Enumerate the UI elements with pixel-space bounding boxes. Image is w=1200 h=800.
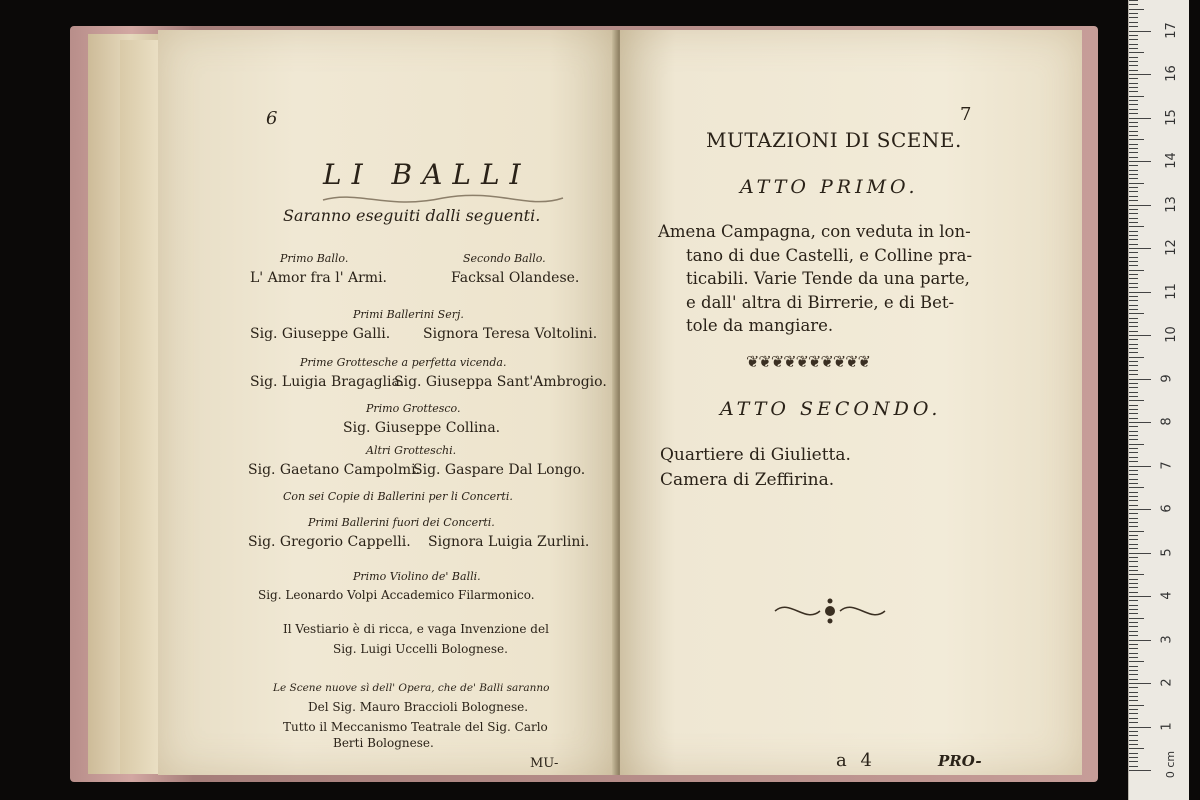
ruler-tick xyxy=(1129,626,1138,627)
violino-name: Sig. Leonardo Volpi Accademico Filarmonico. xyxy=(258,588,535,602)
ruler-tick xyxy=(1129,618,1144,619)
ruler-tick xyxy=(1129,348,1138,349)
ruler-tick xyxy=(1129,222,1138,223)
ruler-tick xyxy=(1129,178,1138,179)
meccanismo-line-2: Berti Bolognese. xyxy=(333,736,434,750)
ruler-tick xyxy=(1129,500,1138,501)
ruler-tick xyxy=(1129,139,1144,140)
ruler-tick xyxy=(1129,379,1151,380)
left-page xyxy=(158,30,618,775)
ruler-tick xyxy=(1129,483,1138,484)
ruler-number: 9 xyxy=(1159,373,1175,383)
ruler-tick xyxy=(1129,479,1138,480)
atto-primo-line: e dall' altra di Birrerie, e di Bet- xyxy=(686,292,955,312)
ruler-tick xyxy=(1129,91,1138,92)
ruler-tick xyxy=(1129,135,1138,136)
ruler-tick xyxy=(1129,104,1138,105)
ruler-tick xyxy=(1129,261,1138,262)
ruler-tick xyxy=(1129,326,1138,327)
ruler-tick xyxy=(1129,196,1138,197)
ruler-tick xyxy=(1129,78,1138,79)
ruler-tick xyxy=(1129,65,1138,66)
ruler-tick xyxy=(1129,557,1138,558)
ruler-tick xyxy=(1129,596,1151,597)
altri-grotteschi-2: Sig. Gaspare Dal Longo. xyxy=(413,462,586,478)
ruler-tick xyxy=(1129,361,1138,362)
signature-mark: a 4 xyxy=(836,750,876,771)
atto-secondo-line: Camera di Zeffirina. xyxy=(660,470,835,490)
primo-ballo-title: L' Amor fra l' Armi. xyxy=(250,270,388,286)
ruler-tick xyxy=(1129,239,1138,240)
ruler-tick xyxy=(1129,374,1138,375)
ruler-number: 11 xyxy=(1163,282,1179,300)
ruler-tick xyxy=(1129,322,1138,323)
ruler-tick xyxy=(1129,526,1138,527)
ruler-tick xyxy=(1129,487,1144,488)
ruler-tick xyxy=(1129,344,1138,345)
primi-ballerini-label: Primi Ballerini Serj. xyxy=(353,308,464,321)
right-catchword: PRO- xyxy=(938,752,982,770)
ruler-tick xyxy=(1129,592,1138,593)
ruler-tick xyxy=(1129,231,1138,232)
ruler-tick xyxy=(1129,448,1138,449)
ruler-tick xyxy=(1129,683,1151,684)
ruler-tick xyxy=(1129,17,1138,18)
ruler-tick xyxy=(1129,583,1138,584)
ruler-number: 15 xyxy=(1163,108,1179,126)
con-sei-coppie: Con sei Copie di Ballerini per li Concerti. xyxy=(283,490,513,503)
tailpiece-ornament xyxy=(770,596,890,626)
ruler-tick xyxy=(1129,283,1138,284)
ruler-tick xyxy=(1129,709,1138,710)
ruler-tick xyxy=(1129,213,1138,214)
ruler-tick xyxy=(1129,278,1138,279)
ruler-tick xyxy=(1129,131,1138,132)
ruler-tick xyxy=(1129,96,1144,97)
ruler-tick xyxy=(1129,700,1138,701)
ruler-tick xyxy=(1129,522,1138,523)
ruler-tick xyxy=(1129,566,1138,567)
atto-secondo-line: Quartiere di Giulietta. xyxy=(660,445,851,465)
scene-line-1: Le Scene nuove sì dell' Opera, che de' Balli saranno xyxy=(273,682,550,694)
ruler-tick xyxy=(1129,296,1138,297)
primi-ballerini-2: Signora Teresa Voltolini. xyxy=(423,326,598,342)
ruler-tick xyxy=(1129,100,1138,101)
ruler-number: 13 xyxy=(1163,195,1179,213)
atto-primo-line: tole da mangiare. xyxy=(686,316,834,335)
primo-grottesco-label: Primo Grottesco. xyxy=(366,402,461,415)
atto-primo-line: ticabili. Varie Tende da una parte, xyxy=(686,269,970,288)
right-page xyxy=(620,30,1082,775)
ruler-tick xyxy=(1129,535,1138,536)
ruler-tick xyxy=(1129,413,1138,414)
ruler-tick xyxy=(1129,157,1138,158)
ruler-tick xyxy=(1129,505,1138,506)
ruler-tick xyxy=(1129,474,1138,475)
right-page-title: MUTAZIONI DI SCENE. xyxy=(706,128,962,152)
ruler-tick xyxy=(1129,165,1138,166)
ruler-tick xyxy=(1129,87,1138,88)
ruler-tick xyxy=(1129,705,1144,706)
ruler-tick xyxy=(1129,235,1138,236)
ruler-tick xyxy=(1129,648,1138,649)
ruler-unit-label: 0 cm xyxy=(1164,750,1178,779)
vestiario-line-2: Sig. Luigi Uccelli Bolognese. xyxy=(333,642,508,656)
ruler-tick xyxy=(1129,757,1138,758)
ruler-tick xyxy=(1129,370,1138,371)
ruler-tick xyxy=(1129,352,1138,353)
atto-primo-line: Amena Campagna, con veduta in lon- xyxy=(658,222,971,241)
ruler-tick xyxy=(1129,687,1138,688)
ruler-tick xyxy=(1129,161,1151,162)
fuori-concerti-1: Sig. Gregorio Cappelli. xyxy=(248,534,411,550)
left-page-subtitle: Saranno eseguiti dalli seguenti. xyxy=(283,206,541,225)
left-catchword: MU- xyxy=(530,756,559,771)
ruler-tick xyxy=(1129,309,1138,310)
secondo-ballo-label: Secondo Ballo. xyxy=(463,252,546,265)
section-divider-ornament: ❦❦❦❦❦❦❦❦❦❦ xyxy=(746,352,871,371)
ruler-tick xyxy=(1129,644,1138,645)
ruler-tick xyxy=(1129,553,1151,554)
ruler-tick xyxy=(1129,170,1138,171)
ruler-tick xyxy=(1129,670,1138,671)
ruler-number: 14 xyxy=(1163,152,1179,169)
ruler-tick xyxy=(1129,152,1138,153)
ruler-tick xyxy=(1129,513,1138,514)
ruler-number: 5 xyxy=(1159,547,1175,557)
ruler-tick xyxy=(1129,727,1151,728)
ruler-tick xyxy=(1129,770,1151,771)
ruler-tick xyxy=(1129,657,1138,658)
ruler-tick xyxy=(1129,635,1138,636)
ruler-tick xyxy=(1129,191,1138,192)
ruler-tick xyxy=(1129,300,1138,301)
ruler-tick xyxy=(1129,587,1138,588)
ruler-tick xyxy=(1129,187,1138,188)
prime-grottesche-1: Sig. Luigia Bragaglia. xyxy=(250,374,405,390)
ruler-tick xyxy=(1129,13,1138,14)
ruler-tick xyxy=(1129,631,1138,632)
ruler-tick xyxy=(1129,22,1138,23)
ruler-tick xyxy=(1129,435,1138,436)
ruler-tick xyxy=(1129,387,1138,388)
ruler-tick xyxy=(1129,113,1138,114)
ruler-tick xyxy=(1129,605,1138,606)
ruler-tick xyxy=(1129,313,1144,314)
ruler-tick xyxy=(1129,331,1138,332)
ruler-tick xyxy=(1129,561,1138,562)
ruler-tick xyxy=(1129,226,1144,227)
violino-label: Primo Violino de' Balli. xyxy=(353,570,481,583)
ruler-tick xyxy=(1129,439,1138,440)
ruler-tick xyxy=(1129,392,1138,393)
ruler-tick xyxy=(1129,470,1138,471)
ruler-tick xyxy=(1129,426,1138,427)
ruler-number: 3 xyxy=(1159,634,1175,644)
left-page-number: 6 xyxy=(266,108,278,129)
ruler-tick xyxy=(1129,274,1138,275)
ruler-tick xyxy=(1129,209,1138,210)
ruler-tick xyxy=(1129,35,1138,36)
ruler-tick xyxy=(1129,118,1151,119)
ruler-number: 17 xyxy=(1163,21,1179,39)
ruler-tick xyxy=(1129,761,1138,762)
ruler-tick xyxy=(1129,44,1138,45)
ruler-tick xyxy=(1129,452,1138,453)
ruler-number: 16 xyxy=(1163,65,1179,82)
ruler-tick xyxy=(1129,461,1138,462)
ruler-tick xyxy=(1129,466,1151,467)
ruler-tick xyxy=(1129,126,1138,127)
ruler-tick xyxy=(1129,653,1138,654)
ruler-tick xyxy=(1129,457,1138,458)
atto-secondo-text xyxy=(660,443,851,493)
ruler-tick xyxy=(1129,509,1151,510)
ruler-tick xyxy=(1129,83,1138,84)
ruler-tick xyxy=(1129,52,1144,53)
ruler-tick xyxy=(1129,609,1138,610)
ruler-tick xyxy=(1129,148,1138,149)
ruler-tick xyxy=(1129,418,1138,419)
ruler-tick xyxy=(1129,713,1138,714)
ruler-tick xyxy=(1129,61,1138,62)
ruler-tick xyxy=(1129,365,1138,366)
ruler-tick xyxy=(1129,735,1138,736)
ruler-tick xyxy=(1129,292,1151,293)
ruler-number: 4 xyxy=(1159,591,1175,600)
ruler-tick xyxy=(1129,4,1138,5)
prime-grottesche-label: Prime Grottesche a perfetta vicenda. xyxy=(300,356,507,369)
ruler-tick xyxy=(1129,383,1138,384)
ruler-tick xyxy=(1129,722,1138,723)
ruler-tick xyxy=(1129,357,1144,358)
ruler-tick xyxy=(1129,666,1138,667)
ruler-tick xyxy=(1129,0,1138,1)
ruler-tick xyxy=(1129,287,1138,288)
ruler-tick xyxy=(1129,718,1138,719)
ruler-tick xyxy=(1129,405,1138,406)
primi-ballerini-1: Sig. Giuseppe Galli. xyxy=(250,326,391,342)
ruler-tick xyxy=(1129,39,1138,40)
ruler-tick xyxy=(1129,74,1151,75)
ruler-tick xyxy=(1129,183,1144,184)
ruler-tick xyxy=(1129,696,1138,697)
ruler-tick xyxy=(1129,248,1151,249)
ruler-tick xyxy=(1129,431,1138,432)
scene-line-2: Del Sig. Mauro Braccioli Bolognese. xyxy=(308,700,529,714)
ruler-number: 12 xyxy=(1163,239,1179,256)
ruler-tick xyxy=(1129,174,1138,175)
ruler-tick xyxy=(1129,9,1144,10)
left-page-title: LI BALLI xyxy=(323,158,531,191)
ruler-tick xyxy=(1129,539,1138,540)
ruler-tick xyxy=(1129,144,1138,145)
ruler-tick xyxy=(1129,613,1138,614)
ruler-tick xyxy=(1129,548,1138,549)
ruler-tick xyxy=(1129,409,1138,410)
ruler-number: 10 xyxy=(1163,326,1179,343)
ruler-tick xyxy=(1129,270,1144,271)
ruler-tick xyxy=(1129,674,1138,675)
ruler-tick xyxy=(1129,679,1138,680)
ruler-tick xyxy=(1129,48,1138,49)
atto-primo-line: tano di due Castelli, e Colline pra- xyxy=(686,245,973,265)
ruler-tick xyxy=(1129,496,1138,497)
ruler-tick xyxy=(1129,600,1138,601)
ruler-tick xyxy=(1129,531,1144,532)
ruler-tick xyxy=(1129,544,1138,545)
vestiario-line-1: Il Vestiario è di ricca, e vaga Invenzione del xyxy=(283,622,549,636)
ruler-tick xyxy=(1129,744,1138,745)
ruler-tick xyxy=(1129,335,1151,336)
ruler-tick xyxy=(1129,692,1138,693)
primo-grottesco-name: Sig. Giuseppe Collina. xyxy=(343,420,501,436)
primo-ballo-label: Primo Ballo. xyxy=(280,252,349,265)
atto-secondo-heading: ATTO SECONDO. xyxy=(720,398,942,420)
altri-grotteschi-label: Altri Grotteschi. xyxy=(366,444,457,457)
measurement-ruler xyxy=(1128,0,1189,800)
ruler-tick xyxy=(1129,57,1138,58)
ruler-tick xyxy=(1129,444,1144,445)
ruler-tick xyxy=(1129,70,1138,71)
ruler-tick xyxy=(1129,257,1138,258)
atto-primo-text xyxy=(658,220,972,338)
ruler-tick xyxy=(1129,518,1138,519)
ruler-tick xyxy=(1129,318,1138,319)
ruler-tick xyxy=(1129,244,1138,245)
ruler-tick xyxy=(1129,400,1144,401)
fuori-concerti-label: Primi Ballerini fuori dei Concerti. xyxy=(308,516,495,529)
fuori-concerti-2: Signora Luigia Zurlini. xyxy=(428,534,590,550)
ruler-tick xyxy=(1129,218,1138,219)
ruler-tick xyxy=(1129,753,1138,754)
ruler-tick xyxy=(1129,396,1138,397)
secondo-ballo-title: Facksal Olandese. xyxy=(451,270,580,286)
right-page-number: 7 xyxy=(960,104,972,125)
altri-grotteschi-1: Sig. Gaetano Campolmi. xyxy=(248,462,421,478)
ruler-tick xyxy=(1129,265,1138,266)
ruler-tick xyxy=(1129,748,1144,749)
prime-grottesche-2: Sig. Giuseppa Sant'Ambrogio. xyxy=(394,374,607,390)
ruler-number: 8 xyxy=(1159,417,1175,426)
ruler-tick xyxy=(1129,640,1151,641)
ruler-tick xyxy=(1129,109,1138,110)
ruler-number: 2 xyxy=(1159,678,1175,687)
ruler-tick xyxy=(1129,661,1144,662)
atto-primo-heading: ATTO PRIMO. xyxy=(740,176,919,198)
ruler-tick xyxy=(1129,579,1138,580)
ruler-tick xyxy=(1129,740,1138,741)
meccanismo-line-1: Tutto il Meccanismo Teatrale del Sig. Carlo xyxy=(283,720,548,734)
ruler-tick xyxy=(1129,31,1151,32)
ruler-tick xyxy=(1129,305,1138,306)
ruler-tick xyxy=(1129,122,1138,123)
ruler-number: 7 xyxy=(1159,460,1175,470)
ruler-tick xyxy=(1129,766,1138,767)
ruler-tick xyxy=(1129,205,1151,206)
ruler-tick xyxy=(1129,622,1138,623)
ruler-tick xyxy=(1129,26,1138,27)
ruler-tick xyxy=(1129,570,1138,571)
ruler-tick xyxy=(1129,492,1138,493)
ruler-tick xyxy=(1129,731,1138,732)
ruler-tick xyxy=(1129,252,1138,253)
ruler-tick xyxy=(1129,574,1144,575)
ruler-tick xyxy=(1129,422,1151,423)
ruler-tick xyxy=(1129,200,1138,201)
ruler-tick xyxy=(1129,339,1138,340)
ruler-number: 1 xyxy=(1159,721,1175,731)
ruler-number: 6 xyxy=(1159,504,1175,513)
